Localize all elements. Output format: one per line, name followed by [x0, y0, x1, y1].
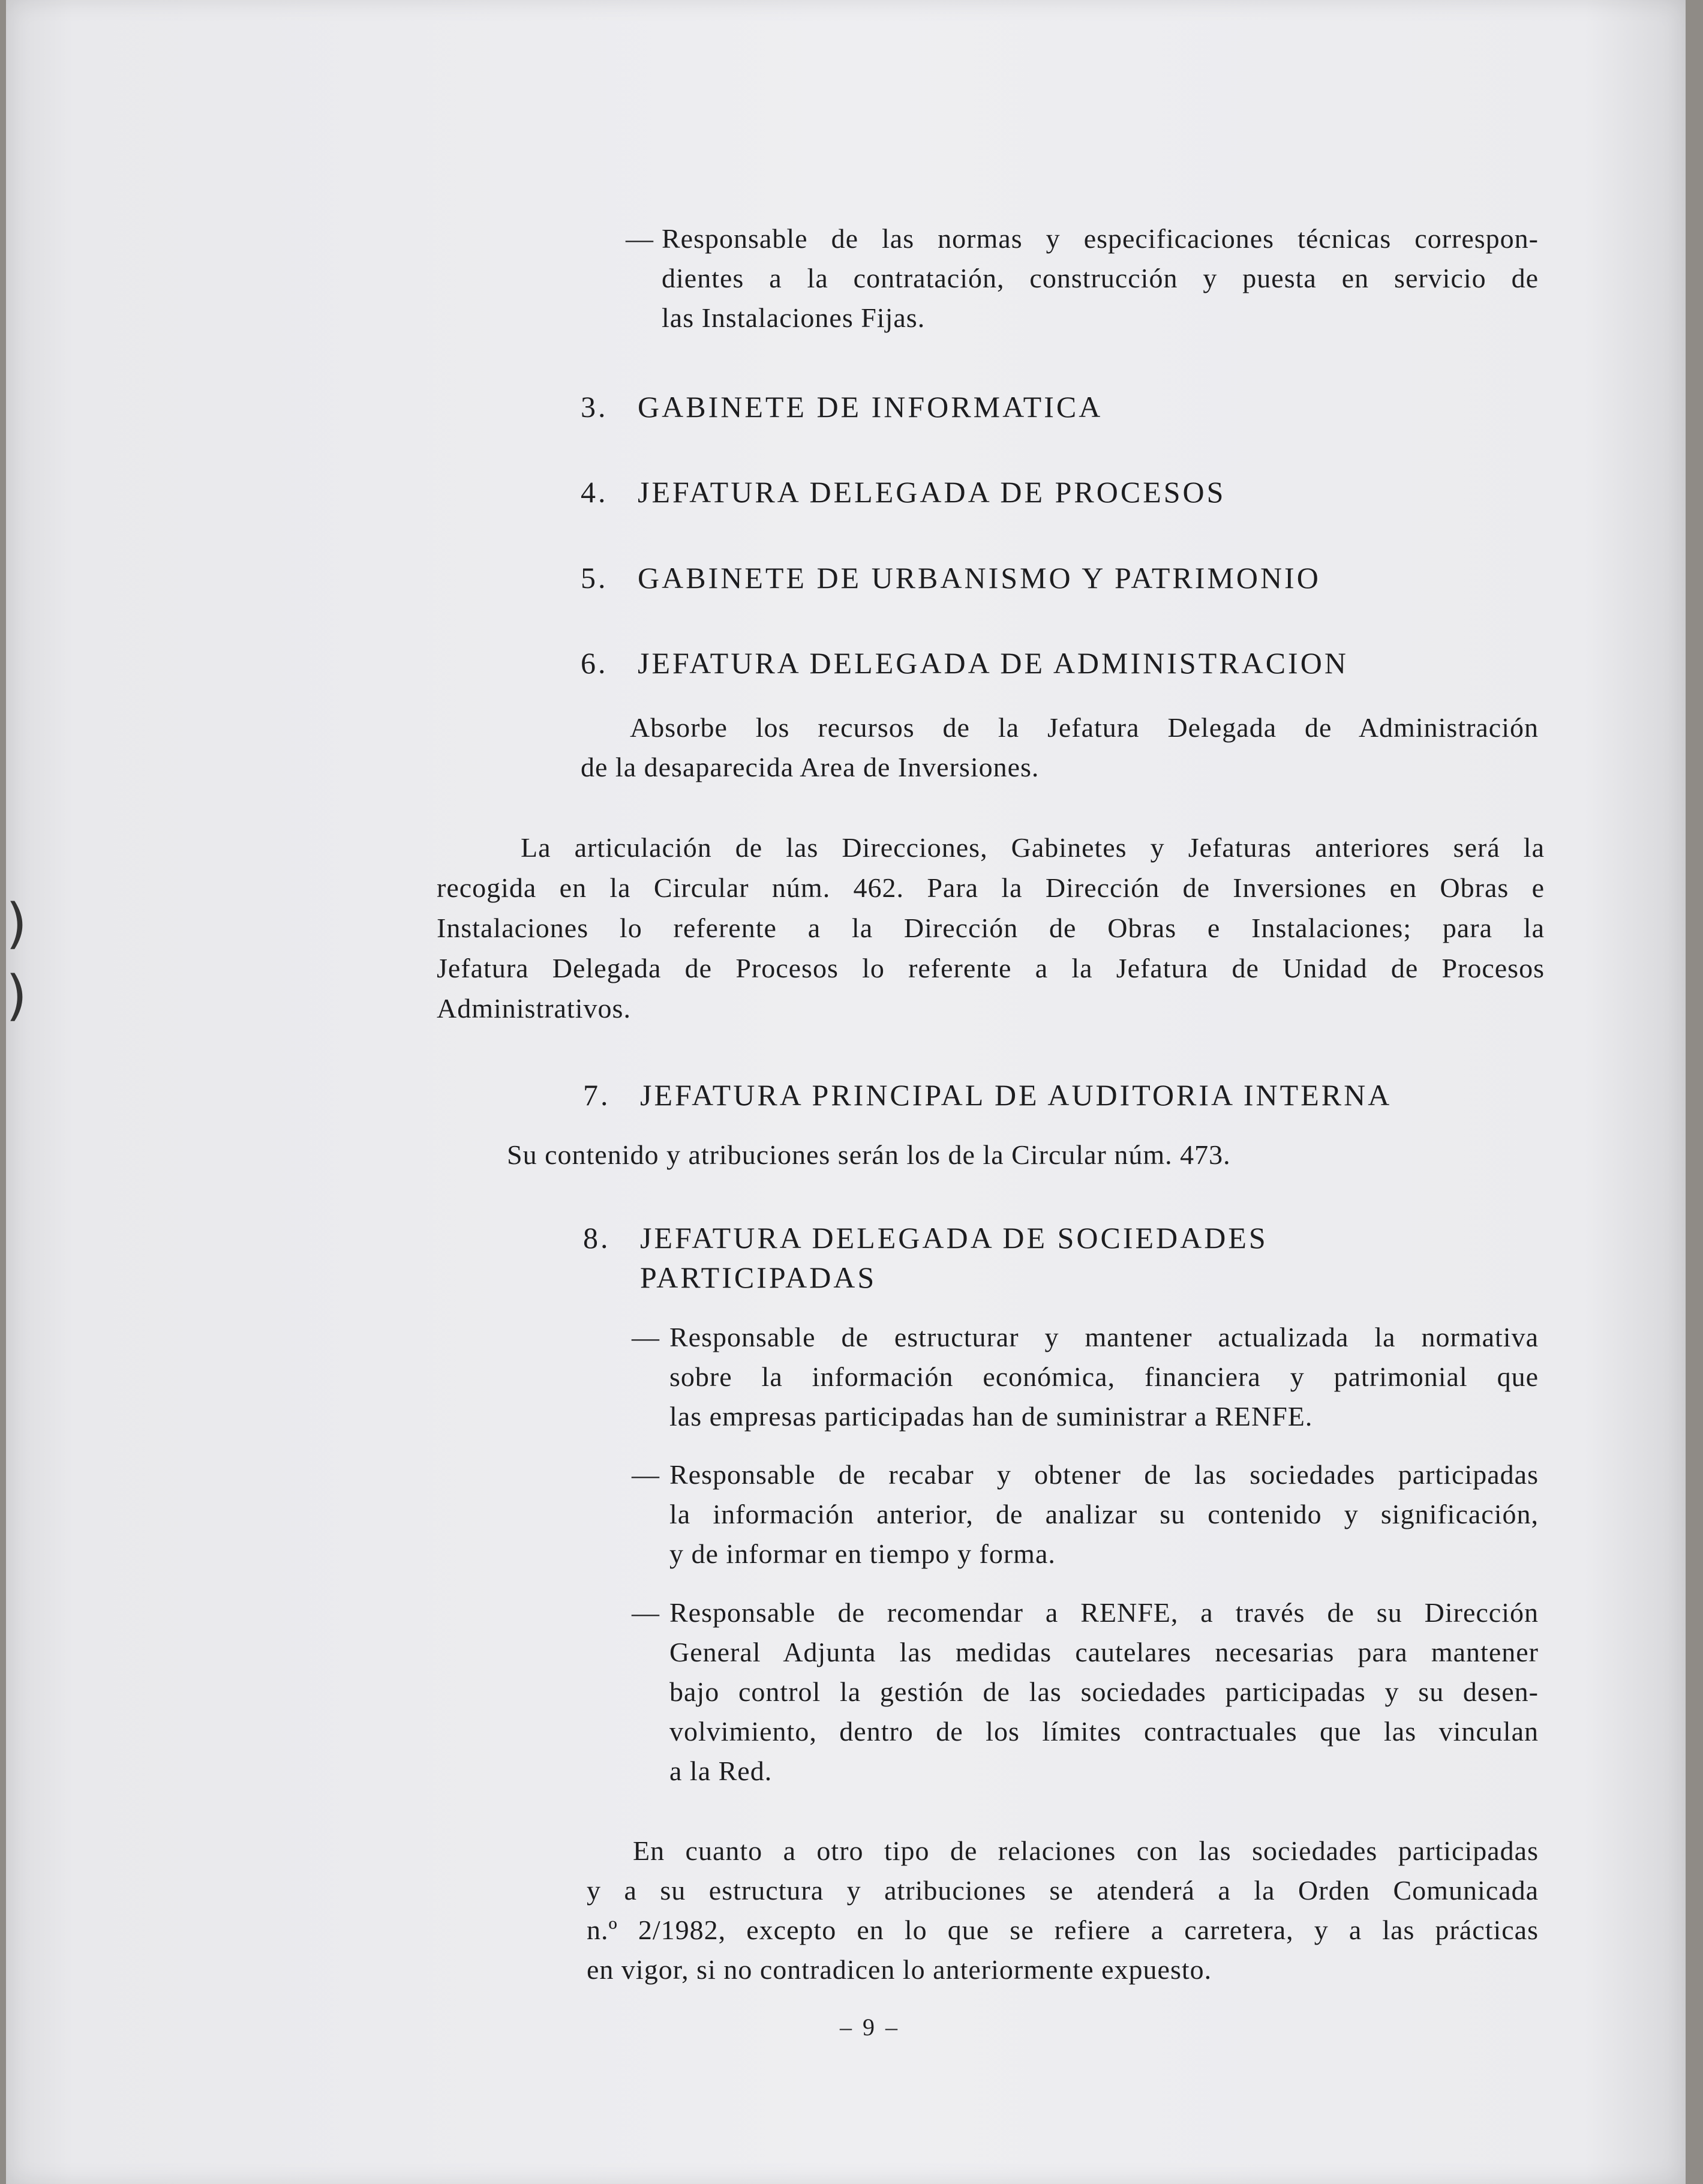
heading-6-text: JEFATURA DELEGADA DE ADMINISTRACION — [638, 646, 1348, 680]
heading-8 — [583, 1218, 1268, 1258]
bullet-dash: — — [632, 1597, 659, 1628]
bullet-8c-line-3: bajo control la gestión de las sociedades participadas y su desen- — [669, 1676, 1539, 1707]
para-final-line-2: y a su estructura y atribuciones se atenderá a la Orden Comunicada — [587, 1875, 1539, 1906]
heading-4-number: 4. — [581, 475, 608, 509]
heading-6-number: 6. — [581, 646, 608, 680]
page-number: – 9 – — [840, 2014, 900, 2041]
heading-7 — [583, 1075, 1392, 1115]
heading-4 — [581, 472, 1226, 512]
heading-8-number: 8. — [583, 1221, 611, 1255]
heading-8-text: JEFATURA DELEGADA DE SOCIEDADES — [640, 1221, 1268, 1255]
binding-marks: ) ) — [6, 892, 28, 1027]
para-articulacion-line-2: recogida en la Circular núm. 462. Para la Dirección de Inversiones en Obras e — [437, 872, 1545, 903]
bullet-dash: — — [632, 1459, 659, 1490]
para-articulacion-line-3: Instalaciones lo referente a la Dirección de Obras e Instalaciones; para la — [437, 913, 1545, 943]
bullet-8b-line-2: la información anterior, de analizar su contenido y significación, — [669, 1499, 1539, 1529]
bullet-1-line-2: dientes a la contratación, construcción y puesta en servicio de — [662, 263, 1539, 293]
para-6-line-1: Absorbe los recursos de la Jefatura Delegada de Administración — [630, 712, 1539, 743]
para-7: Su contenido y atribuciones serán los de la Circular núm. 473. — [507, 1139, 1231, 1170]
heading-3 — [581, 387, 1103, 427]
para-6-line-2: de la desaparecida Area de Inversiones. — [581, 752, 1040, 782]
para-articulacion-line-4: Jefatura Delegada de Procesos lo referente a la Jefatura de Unidad de Procesos — [437, 953, 1545, 983]
bullet-8c-line-1: Responsable de recomendar a RENFE, a través de su Dirección — [669, 1597, 1539, 1628]
heading-5-number: 5. — [581, 561, 608, 595]
heading-3-number: 3. — [581, 390, 608, 424]
bullet-dash: — — [626, 223, 653, 254]
para-articulacion-line-5: Administrativos. — [437, 993, 631, 1024]
para-final-line-3: n.º 2/1982, excepto en lo que se refiere a carretera, y a las prácticas — [587, 1915, 1539, 1945]
bullet-8b-line-3: y de informar en tiempo y forma. — [669, 1538, 1056, 1569]
heading-4-text: JEFATURA DELEGADA DE PROCESOS — [638, 475, 1226, 509]
heading-5 — [581, 558, 1321, 598]
para-final-line-1: En cuanto a otro tipo de relaciones con las sociedades participadas — [633, 1835, 1539, 1866]
bullet-8a-line-3: las empresas participadas han de suministrar a RENFE. — [669, 1401, 1313, 1432]
bullet-8c-line-2: General Adjunta las medidas cautelares necesarias para mantener — [669, 1637, 1539, 1667]
para-articulacion-line-1: La articulación de las Direcciones, Gabinetes y Jefaturas anteriores será la — [521, 832, 1545, 863]
bullet-8a-line-1: Responsable de estructurar y mantener actualizada la normativa — [669, 1322, 1539, 1352]
bullet-1-line-3: las Instalaciones Fijas. — [662, 302, 926, 333]
document-page — [6, 0, 1686, 2184]
bullet-8c-line-5: a la Red. — [669, 1756, 773, 1786]
para-final-line-4: en vigor, si no contradicen lo anteriormente expuesto. — [587, 1954, 1212, 1985]
bullet-1-line-1: Responsable de las normas y especificaciones técnicas correspon- — [662, 223, 1539, 254]
heading-5-text: GABINETE DE URBANISMO Y PATRIMONIO — [638, 561, 1321, 595]
heading-7-text: JEFATURA PRINCIPAL DE AUDITORIA INTERNA — [640, 1078, 1392, 1112]
heading-3-text: GABINETE DE INFORMATICA — [638, 390, 1103, 424]
bullet-8c-line-4: volvimiento, dentro de los límites contractuales que las vinculan — [669, 1716, 1539, 1747]
bullet-8b-line-1: Responsable de recabar y obtener de las sociedades participadas — [669, 1459, 1539, 1490]
heading-8-continued: PARTICIPADAS — [640, 1261, 877, 1294]
bullet-8a-line-2: sobre la información económica, financiera y patrimonial que — [669, 1361, 1539, 1392]
heading-6 — [581, 643, 1348, 683]
bullet-dash: — — [632, 1322, 659, 1352]
heading-7-number: 7. — [583, 1078, 611, 1112]
